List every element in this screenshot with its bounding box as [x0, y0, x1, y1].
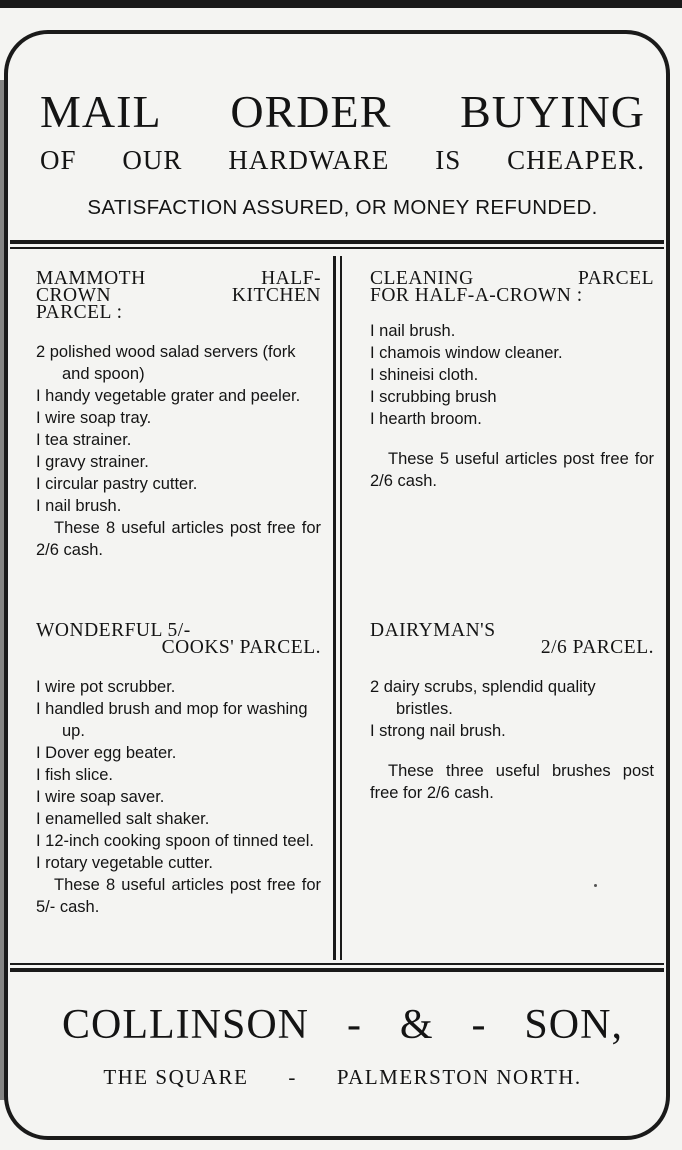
- divider-rule: [10, 963, 664, 965]
- subheadline-word: IS: [435, 144, 462, 175]
- firm-name-part: SON,: [524, 1002, 623, 1048]
- firm-name-part: -: [471, 1002, 487, 1048]
- list-item: I enamelled salt shaker.: [36, 810, 210, 828]
- list-item: 2 dairy scrubs, splendid quality bristles.: [370, 678, 596, 718]
- parcel-title: WONDERFUL 5/- COOKS' PARCEL.: [36, 620, 321, 658]
- list-item: I circular pastry cutter.: [36, 475, 198, 493]
- list-item: I chamois window cleaner.: [370, 344, 563, 362]
- parcel-kitchen: [36, 270, 321, 561]
- list-item: I tea strainer.: [36, 431, 132, 449]
- list-item: 2 polished wood salad servers (fork and spoon): [36, 343, 296, 383]
- item-list: [36, 341, 321, 517]
- firm-address: [40, 1062, 645, 1092]
- guarantee-line: SATISFACTION ASSURED, OR MONEY REFUNDED.: [87, 196, 598, 219]
- list-item: I handled brush and mop for washing up.: [36, 700, 308, 740]
- list-item: I strong nail brush.: [370, 722, 506, 740]
- print-speck: [594, 884, 597, 887]
- list-item: I nail brush.: [36, 497, 122, 515]
- column-divider: [340, 256, 342, 960]
- list-item: I 12-inch cooking spoon of tinned teel.: [36, 832, 314, 850]
- firm-name-part: -: [346, 1002, 362, 1048]
- list-item: I Dover egg beater.: [36, 744, 177, 762]
- list-item: I wire soap tray.: [36, 409, 152, 427]
- list-item: I nail brush.: [370, 322, 456, 340]
- headline: [40, 86, 645, 136]
- list-item: I handy vegetable grater and peeler.: [36, 387, 301, 405]
- subheadline: [40, 140, 645, 180]
- list-item: I shineisi cloth.: [370, 366, 479, 384]
- firm-name-part: COLLINSON: [62, 1002, 309, 1048]
- parcel-title: DAIRYMAN'S 2/6 PARCEL.: [370, 620, 654, 658]
- column-divider: [333, 256, 336, 960]
- parcel-cooks: [36, 622, 321, 918]
- address-part: -: [288, 1064, 297, 1089]
- subheadline-word: CHEAPER.: [507, 144, 645, 175]
- list-item: I rotary vegetable cutter.: [36, 854, 214, 872]
- list-item: I wire pot scrubber.: [36, 678, 176, 696]
- parcel-dairyman: [370, 622, 654, 804]
- divider-rule: [10, 247, 664, 249]
- address-part: THE SQUARE: [103, 1064, 249, 1089]
- list-item: I gravy strainer.: [36, 453, 149, 471]
- price-note: These 5 useful articles post free for 2/6 cash.: [370, 450, 654, 490]
- parcel-title: MAMMOTH HALF- CROWN KITCHEN PARCEL :: [36, 268, 321, 323]
- divider-rule: [10, 968, 664, 972]
- list-item: I wire soap saver.: [36, 788, 165, 806]
- headline-word: MAIL: [40, 85, 162, 137]
- parcel-cleaning: [370, 270, 654, 492]
- item-list: [370, 320, 654, 430]
- headline-word: BUYING: [460, 85, 645, 137]
- subheadline-word: OUR: [122, 144, 183, 175]
- list-item: I hearth broom.: [370, 410, 482, 428]
- subheadline-word: OF: [40, 144, 77, 175]
- firm-name: [40, 995, 645, 1055]
- price-note: These three useful brushes post free for 2/6 cash.: [370, 762, 654, 802]
- list-item: I scrubbing brush: [370, 388, 497, 406]
- price-note: These 8 useful articles post free for 2/6 cash.: [36, 519, 321, 559]
- list-item: I fish slice.: [36, 766, 114, 784]
- item-list: [36, 676, 321, 874]
- top-border: [0, 0, 682, 8]
- headline-word: ORDER: [230, 85, 392, 137]
- parcel-title: CLEANING PARCEL FOR HALF-A-CROWN :: [370, 268, 654, 306]
- address-part: PALMERSTON NORTH.: [336, 1064, 582, 1089]
- item-list: [370, 676, 654, 742]
- price-note: These 8 useful articles post free for 5/- cash.: [36, 876, 321, 916]
- firm-name-part: &: [399, 1002, 434, 1048]
- subheadline-word: HARDWARE: [228, 144, 390, 175]
- divider-rule: [10, 240, 664, 244]
